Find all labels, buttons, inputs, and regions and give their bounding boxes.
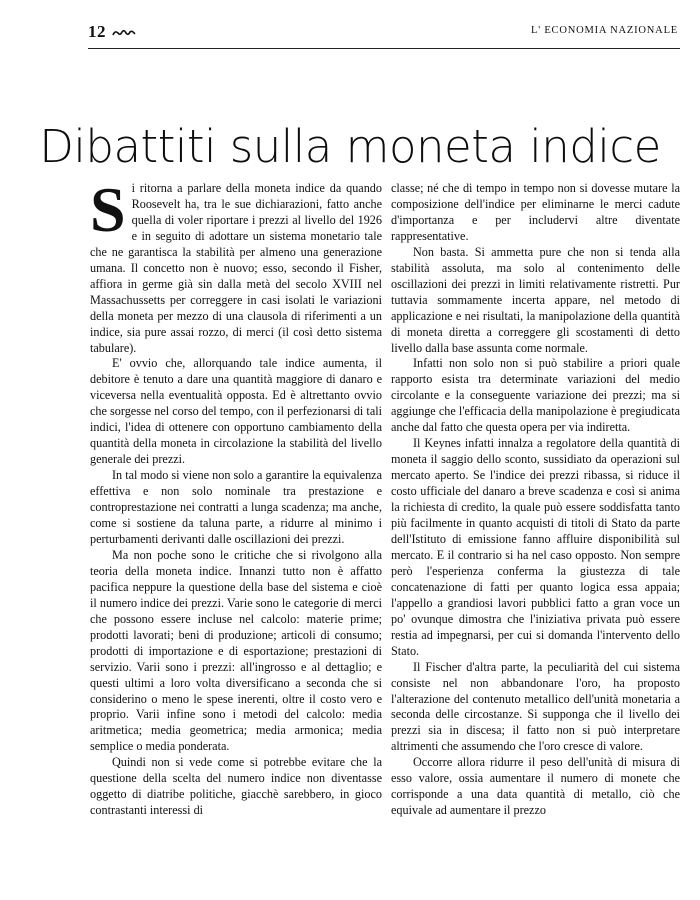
ornament-flourish-icon xyxy=(112,29,136,37)
page-number: 12 xyxy=(88,22,106,41)
left-column xyxy=(90,174,382,819)
right-column xyxy=(391,181,680,819)
paragraph: In tal modo si viene non solo a garantire la equivalenza effettiva e non solo nominale tra prestazione e controprestazione nei contratti a lunga scadenza; ma anche, come si sostiene da taluna parte, a ridurre al minimo i perturbamenti derivanti dalle oscillazioni dei prezzi. xyxy=(90,468,382,546)
header-rule xyxy=(88,48,680,49)
drop-cap: S xyxy=(90,174,126,245)
paragraph-text: i ritorna a parlare della moneta indice da quando Roosevelt ha, tra le sue dichiarazioni, fatto anche quella di voler riportare i prezzi al livello del 1926 e in seguito di adottare un sistema monetario tale che ne garantisca la stabilità per almeno una generazione umana. Il concetto non è nuovo; esso, secondo il Fisher, affiora in germe già sin dalla metà del secolo XVIII nel Massachussetts per correggere in casi isolati le variazioni della moneta per mezzo di una clausola di riferimenti a un indice, sia pure assai rozzo, di merci (il così detto sistema tabulare). xyxy=(90,181,382,355)
paragraph: E' ovvio che, allorquando tale indice aumenta, il debitore è tenuto a dare una quantità maggiore di danaro e viceversa nella eventualità opposta. Ed è altrettanto ovvio che sorgesse nel corso del tempo, con il perfezionarsi di tali indici, l'idea di ottenere con opportuno cambiamento della quantità della moneta in circolazione la stabilità del livello generale dei prezzi. xyxy=(90,356,382,467)
paragraph: Il Keynes infatti innalza a regolatore della quantità di moneta il saggio dello sconto, sussidiato da operazioni sul mercato aperto. Se l'indice dei prezzi ribassa, si riduce il costo ufficiale del danaro a breve scadenza e così si anima la richiesta di credito, la quale può essere soddisfatta tanto più facilmente in quanto acquisti di titoli di Stato da parte dell'Istituto di emissione fanno affluire disponibilità sul mercato. E il contrario si ha nel caso opposto. Non sempre però l'esperienza conferma la giustezza di tale concatenazione di fatti per quanto logica essa appaia; l'appello a grandiosi lavori pubblici fatto a gran voce un po' ovunque dimostra che l'iniziativa privata può essere restia ad impegnarsi, per cui si domanda l'intervento dello Stato. xyxy=(391,436,680,658)
paragraph: Occorre allora ridurre il peso dell'unità di misura di esso valore, ossia aumentare il numero di monete che corrisponde a una data quantità di metallo, ciò che equivale ad aumentare il prezzo xyxy=(391,755,680,818)
journal-name: L' ECONOMIA NAZIONALE xyxy=(530,25,678,36)
paragraph: classe; né che di tempo in tempo non si dovesse mutare la composizione dell'indice per eliminarne le merci cadute d'importanza e per includervi altre diventate rappresentative. xyxy=(391,181,680,243)
paragraph: Non basta. Si ammetta pure che non si tenda alla stabilità assoluta, ma solo al contenimento delle oscillazioni dei prezzi in limiti relativamente ristretti. Pur tuttavia sommamente incerta appare, nel metodo di applicazione e nei risultati, la manipolazione della quantità di moneta diretta a correggere gli scostamenti di detto livello dalla base assunta come normale. xyxy=(391,244,680,355)
article-title: Dibattiti sulla moneta indice xyxy=(39,120,661,174)
paragraph: Infatti non solo non si può stabilire a priori quale rapporto esista tra determinate variazioni del medio circolante e la conseguente variazione dei prezzi; ma si aggiunge che l'efficacia della manipolazione è pregiudicata anche dal fatto che questa opera per via indiretta. xyxy=(391,356,680,435)
paragraph: Ma non poche sono le critiche che si rivolgono alla teoria della moneta indice. Innanzi tutto non è affatto pacifica neppure la questione della base del sistema e cioè il numero indice dei prezzi. Varie sono le categorie di merci che possono essere incluse nel calcolo: materie prime; prodotti lavorati; beni di produzione; articoli di consumo; prodotti di importazione e di esportazione; prestazioni di servizio. Varii sono i prezzi: all'ingrosso e al dettaglio; e questi ultimi a loro volta diversificano a seconda che si considerino o meno le spese inerenti, oltre il costo vero e proprio. Varii infine sono i metodi del calcolo: media aritmetica; media geometrica; media armonica; media semplice o media ponderata. xyxy=(90,547,382,754)
running-head xyxy=(0,22,700,48)
paragraph: Quindi non si vede come si potrebbe evitare che la questione della scelta del numero indice non diventasse oggetto di diatribe politiche, giacchè sarebbero, in gioco contrastanti interessi di xyxy=(90,755,382,818)
paragraph: Il Fischer d'altra parte, la peculiarità del cui sistema consiste nel non abbandonare l'oro, ha proposto l'alterazione del contenuto metallico dell'unità monetaria a seconda delle circostanze. Si supponga che il livello dei prezzi sia in discesa; il fatto non si può interpretare altrimenti che assumendo che l'oro cresce di valore. xyxy=(391,659,680,754)
paragraph xyxy=(90,174,382,356)
